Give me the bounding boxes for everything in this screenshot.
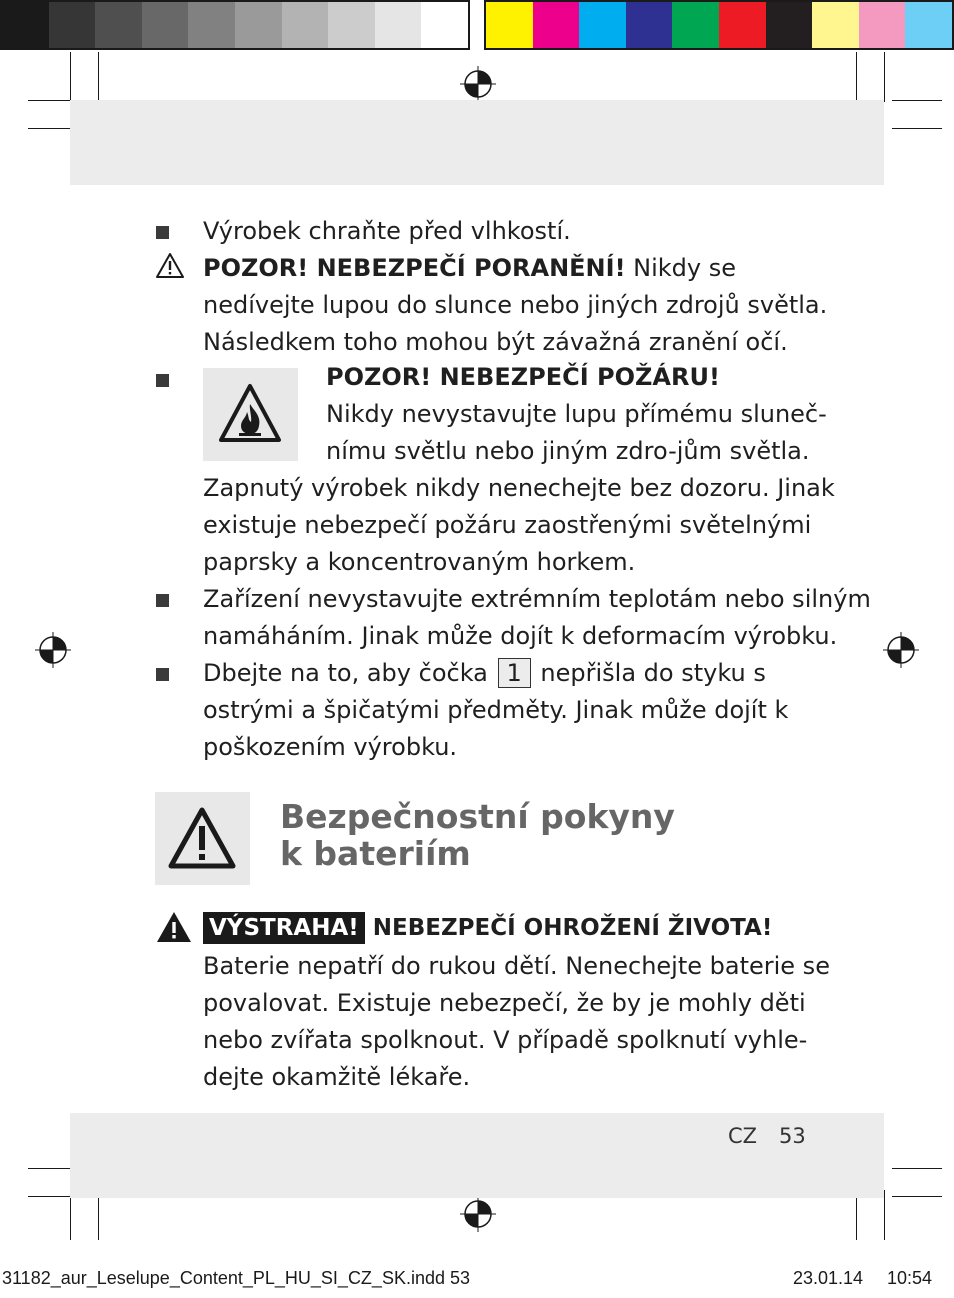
item-text: Výrobek chraňte před vlhkostí.	[203, 217, 571, 245]
color-swatch	[719, 2, 766, 48]
item-text: poškozením výrobku.	[203, 733, 458, 761]
color-swatch	[812, 2, 859, 48]
color-swatch	[672, 2, 719, 48]
color-swatch	[235, 2, 282, 48]
registration-mark-icon	[460, 1196, 496, 1232]
crop-mark	[884, 52, 885, 102]
header-band	[70, 100, 884, 185]
color-swatch	[188, 2, 235, 48]
crop-mark	[856, 52, 857, 102]
color-swatch	[533, 2, 580, 48]
crop-mark	[892, 100, 942, 101]
color-swatch	[142, 2, 189, 48]
text-span: Nikdy se	[625, 254, 737, 282]
text-span: nepřišla do styku s	[532, 659, 766, 687]
warning-triangle-icon	[155, 252, 185, 279]
color-swatch	[2, 2, 49, 48]
warning-badge: VÝSTRAHA!	[203, 912, 365, 944]
color-swatch	[579, 2, 626, 48]
registration-mark-icon	[35, 632, 71, 668]
color-swatch	[328, 2, 375, 48]
slug-time: 10:54	[887, 1268, 933, 1288]
color-swatch	[626, 2, 673, 48]
item-text: povalovat. Existuje nebezpečí, že by je mohly děti	[203, 989, 806, 1017]
crop-mark	[892, 1168, 942, 1169]
item-text: existuje nebezpečí požáru zaostřenými světelnými	[203, 511, 812, 539]
page-number: 53	[779, 1124, 806, 1148]
crop-mark	[884, 1190, 885, 1240]
item-text: Baterie nepatří do rukou dětí. Nenechejte baterie se	[203, 952, 830, 980]
item-text	[203, 655, 766, 692]
danger-label: NEBEZPEČÍ OHROŽENÍ ŽIVOTA!	[364, 915, 773, 941]
grayscale-calibration-bar	[0, 0, 470, 50]
item-text: Zařízení nevystavujte extrémním teplotám nebo silným	[203, 585, 871, 613]
item-text	[203, 250, 736, 287]
color-swatch	[282, 2, 329, 48]
color-swatch	[49, 2, 96, 48]
color-swatch	[905, 2, 952, 48]
crop-mark	[70, 52, 71, 102]
bullet-square	[156, 374, 169, 387]
item-text: Následkem toho mohou být závažná zranění očí.	[203, 328, 788, 356]
slug-date: 23.01.14	[793, 1268, 864, 1288]
item-text: nedívejte lupou do slunce nebo jiných zdrojů světla.	[203, 291, 828, 319]
color-swatch	[421, 2, 468, 48]
section-title: Bezpečnostní pokyny	[280, 797, 675, 836]
danger-label: POZOR! NEBEZPEČÍ PORANĚNÍ!	[203, 254, 626, 282]
color-calibration-bar	[484, 0, 954, 50]
warning-heading	[203, 910, 772, 947]
bullet-square	[156, 594, 169, 607]
item-text: nímu světlu nebo jiným zdro-jům světla.	[326, 437, 810, 465]
file-slug: 31182_aur_Leselupe_Content_PL_HU_SI_CZ_SK.indd 53	[2, 1268, 471, 1288]
fire-warning-box	[203, 368, 298, 461]
section-title: k bateriím	[280, 834, 471, 873]
color-swatch	[766, 2, 813, 48]
language-code: CZ	[728, 1124, 758, 1148]
registration-mark-icon	[460, 66, 496, 102]
color-swatch	[375, 2, 422, 48]
crop-mark	[892, 1196, 942, 1197]
bullet-square	[156, 668, 169, 681]
danger-label: POZOR! NEBEZPEČÍ POŽÁRU!	[326, 363, 720, 391]
item-text: Zapnutý výrobek nikdy nenechejte bez dozoru. Jinak	[203, 474, 835, 502]
item-text: nebo zvířata spolknout. V případě spolknutí vyhle-	[203, 1026, 808, 1054]
text-span: Dbejte na to, aby čočka	[203, 659, 496, 687]
part-number-box: 1	[498, 658, 531, 688]
item-text: ostrými a špičatými předměty. Jinak může dojít k	[203, 696, 789, 724]
registration-mark-icon	[883, 632, 919, 668]
section-warning-box	[155, 792, 250, 885]
color-swatch	[95, 2, 142, 48]
item-text: namáháním. Jinak může dojít k deformacím výrobku.	[203, 622, 838, 650]
item-text: Nikdy nevystavujte lupu přímému sluneč-	[326, 400, 827, 428]
bullet-square	[156, 226, 169, 239]
warning-filled-icon	[156, 911, 192, 943]
warning-triangle-icon	[167, 806, 237, 870]
crop-mark	[98, 52, 99, 102]
color-swatch	[859, 2, 906, 48]
item-text: paprsky a koncentrovaným horkem.	[203, 548, 636, 576]
footer-band	[70, 1113, 884, 1198]
color-swatch	[486, 2, 533, 48]
fire-hazard-icon	[217, 382, 283, 444]
crop-mark	[892, 128, 942, 129]
item-text: dejte okamžitě lékaře.	[203, 1063, 471, 1091]
